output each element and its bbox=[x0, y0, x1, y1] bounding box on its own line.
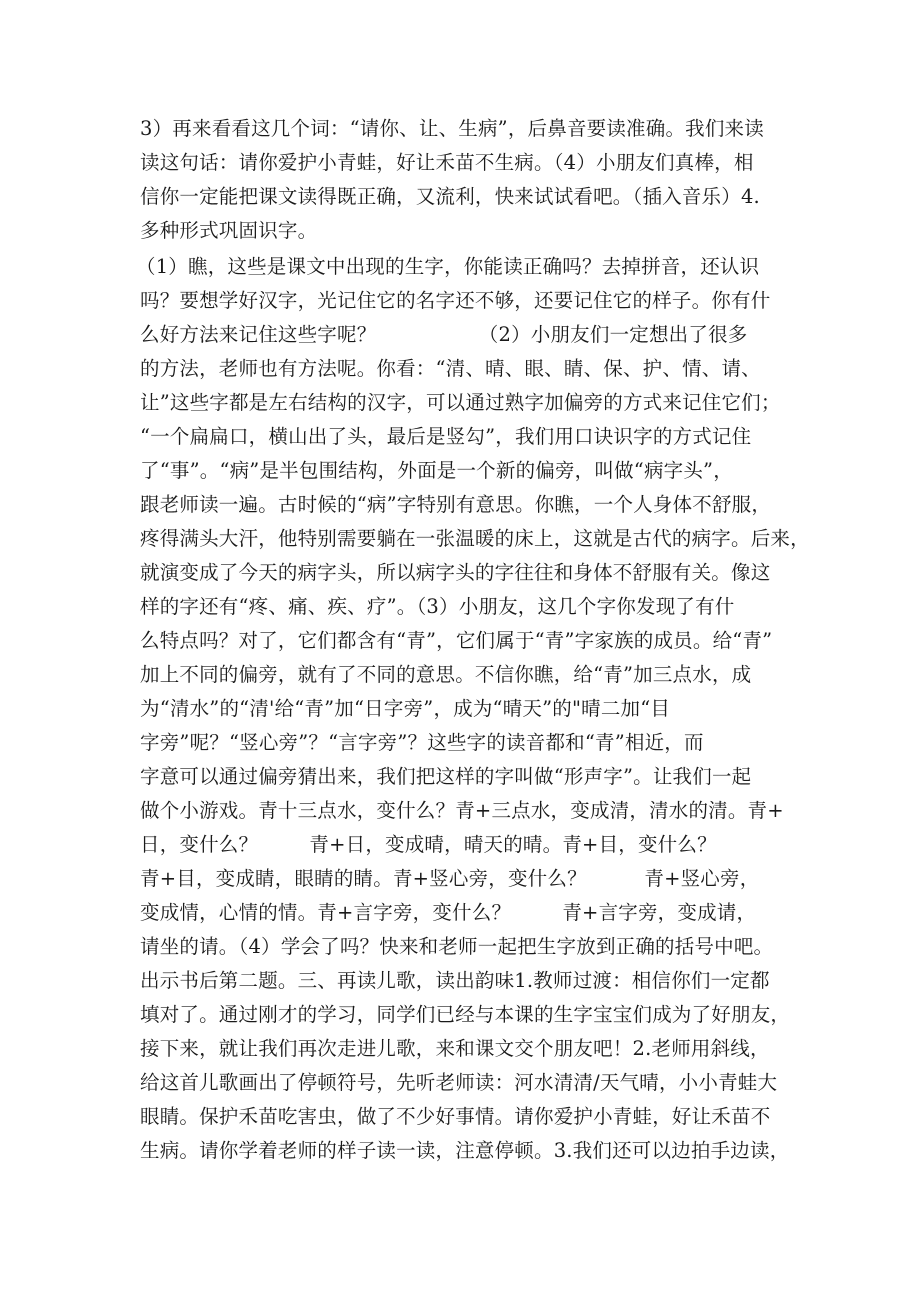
text-line: 变成情，心情的情。青+言字旁，变什么？ 青+言字旁，变成请， bbox=[140, 901, 757, 924]
text-line: 做个小游戏。青十三点水，变什么？青+三点水，变成清，清水的清。青+ bbox=[140, 799, 784, 822]
text-line: 跟老师读一遍。古时候的“病”字特别有意思。你瞧，一个人身体不舒服， bbox=[140, 493, 772, 516]
text-line: 接下来，就让我们再次走进儿歌，来和课文交个朋友吧！2.老师用斜线， bbox=[140, 1037, 770, 1060]
text-line: 的方法，老师也有方法呢。你看：“清、晴、眼、睛、保、护、情、请、 bbox=[140, 357, 761, 380]
text-line: 吗？要想学好汉字，光记住它的名字还不够，还要记住它的样子。你有什 bbox=[140, 289, 771, 312]
text-line: 填对了。通过刚才的学习，同学们已经与本课的生字宝宝们成为了好朋友， bbox=[140, 1003, 791, 1026]
text-line: 疼得满头大汗，他特别需要躺在一张温暖的床上，这就是古代的病字。后来， bbox=[140, 527, 810, 550]
text-line: 多种形式巩固识字。 bbox=[140, 219, 318, 242]
text-line: 字意可以通过偏旁猜出来，我们把这样的字叫做“形声字”。让我们一起 bbox=[140, 765, 752, 788]
text-line: 给这首儿歌画出了停顿符号，先听老师读：河水清清/天气晴，小小青蛙大 bbox=[140, 1071, 778, 1094]
text-line: 日，变什么？ 青+日，变成晴，晴天的晴。青+目，变什么？ bbox=[140, 833, 717, 856]
text-line: 请坐的请。（4）学会了吗？快来和老师一起把生字放到正确的括号中吧。 bbox=[140, 935, 774, 958]
text-line: 眼睛。保护禾苗吃害虫，做了不少好事情。请你爱护小青蛙，好让禾苗不 bbox=[140, 1105, 771, 1128]
text-line: 了“事”。“病”是半包围结构，外面是一个新的偏旁，叫做“病字头”， bbox=[140, 459, 733, 482]
text-line: 加上不同的偏旁，就有了不同的意思。不信你瞧，给“青”加三点水，成 bbox=[140, 663, 752, 686]
text-line: 生病。请你学着老师的样子读一读，注意停顿。3.我们还可以边拍手边读， bbox=[140, 1139, 790, 1162]
text-line: 样的字还有“疼、痛、疾、疗”。（3）小朋友，这几个字你发现了有什 bbox=[140, 595, 735, 618]
text-line: 字旁”呢？“竖心旁”？“言字旁”？这些字的读音都和“青”相近，而 bbox=[140, 731, 704, 754]
text-line: 信你一定能把课文读得既正确，又流利，快来试试看吧。（插入音乐）4. bbox=[140, 185, 760, 208]
text-line: 么好方法来记住这些字呢？ （2）小朋友们一定想出了很多 bbox=[140, 323, 748, 346]
text-line: 让”这些字都是左右结构的汉字，可以通过熟字加偏旁的方式来记住它们； bbox=[140, 391, 781, 414]
text-line: 青+目，变成睛，眼睛的睛。青+竖心旁，变什么？ 青+竖心旁， bbox=[140, 867, 760, 890]
text-line: 出示书后第二题。三、再读儿歌，读出韵味1.教师过渡：相信你们一定都 bbox=[140, 969, 770, 992]
text-line: 3）再来看看这几个词：“请你、让、生病”，后鼻音要读准确。我们来读 bbox=[140, 117, 764, 140]
text-line: “一个扁扁口，横山出了头，最后是竖勾”，我们用口诀识字的方式记住 bbox=[140, 425, 752, 448]
text-line: 为“清水”的“清'给“青”加“日字旁”，成为“晴天”的"晴二加“目 bbox=[140, 697, 671, 720]
text-line: 读这句话：请你爱护小青蛙，好让禾苗不生病。（4）小朋友们真棒，相 bbox=[140, 151, 754, 174]
text-line: 就演变成了今天的病字头，所以病字头的字往往和身体不舒服有关。像这 bbox=[140, 561, 771, 584]
text-line: 么特点吗？对了，它们都含有“青”，它们属于“青”字家族的成员。给“青” bbox=[140, 629, 773, 652]
text-line: （1）瞧，这些是课文中出现的生字，你能读正确吗？去掉拼音，还认识 bbox=[136, 255, 760, 278]
